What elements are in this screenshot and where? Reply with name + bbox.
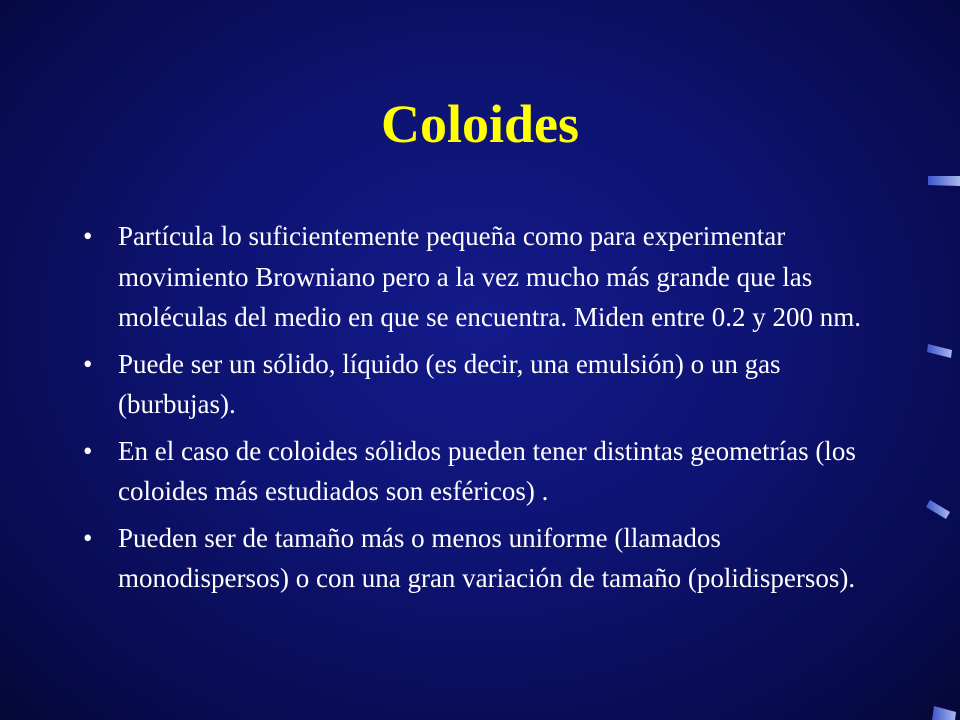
bullet-symbol: •	[83, 348, 93, 379]
bullet-item-2	[80, 344, 880, 425]
bullet-text: En el caso de coloides sólidos pueden tener distintas geometrías (los coloides más estudiados son esféricos) .	[118, 435, 856, 506]
bullet-list	[80, 216, 880, 605]
bullet-text: Puede ser un sólido, líquido (es decir, una emulsión) o un gas (burbujas).	[118, 348, 781, 419]
bullet-symbol: •	[83, 522, 93, 553]
slide-title: Coloides	[380, 94, 580, 154]
edge-mark-2	[927, 344, 952, 358]
bullet-item-4	[80, 518, 880, 599]
bullet-text: Partícula lo suficientemente pequeña como para experimentar movimiento Browniano pero a la vez mucho más grande que las moléculas del medio en que se encuentra. Miden entre 0.2 y 200 nm.	[118, 221, 862, 332]
bullet-symbol: •	[83, 435, 93, 466]
edge-mark-4	[932, 706, 956, 720]
bullet-item-3	[80, 431, 880, 512]
bullet-item-1	[80, 216, 880, 338]
bullet-text: Pueden ser de tamaño más o menos uniforme (llamados monodispersos) o con una gran variación de tamaño (polidispersos).	[118, 522, 856, 593]
bullet-symbol: •	[83, 221, 93, 251]
edge-mark-3	[926, 500, 950, 519]
edge-mark-1	[928, 176, 960, 186]
